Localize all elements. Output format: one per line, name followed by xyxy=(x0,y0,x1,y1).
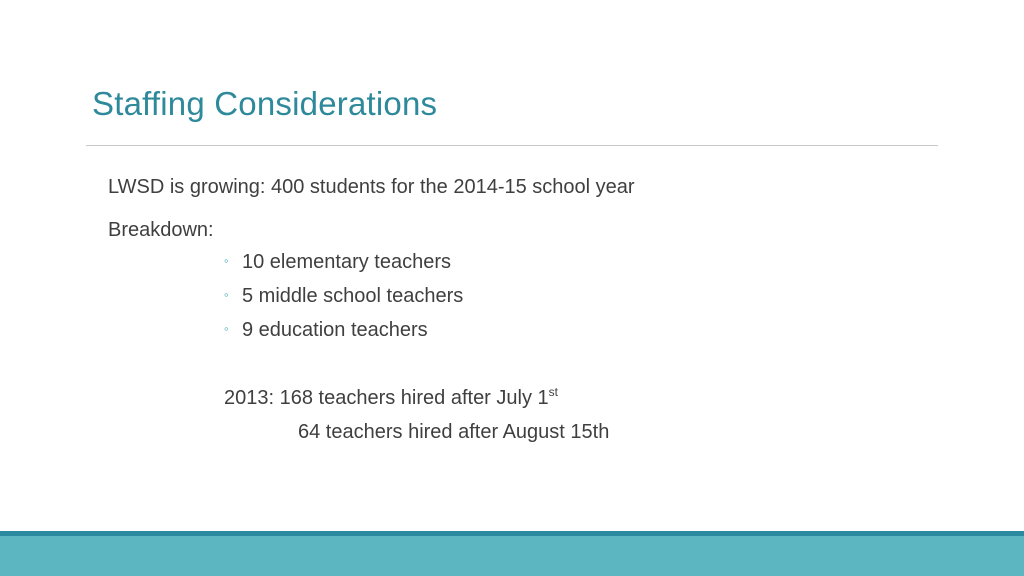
footer-band xyxy=(0,536,1024,576)
bullet-text: 10 elementary teachers xyxy=(242,251,452,273)
hiring-stat-july-text: 2013: 168 teachers hired after July 1 xyxy=(224,387,549,409)
bullet-text: 9 education teachers xyxy=(242,319,428,341)
list-item xyxy=(224,318,428,342)
breakdown-label: Breakdown: xyxy=(108,219,214,241)
hollow-circle-bullet-icon: ◦ xyxy=(224,253,229,268)
ordinal-suffix: st xyxy=(548,385,558,399)
slide-title: Staffing Considerations xyxy=(92,85,438,122)
list-item xyxy=(224,284,463,308)
title-divider xyxy=(86,145,938,146)
hiring-stat-july xyxy=(224,386,558,410)
hollow-circle-bullet-icon: ◦ xyxy=(224,287,229,302)
list-item xyxy=(224,250,451,274)
hiring-stat-august: 64 teachers hired after August 15th xyxy=(298,421,610,443)
bullet-text: 5 middle school teachers xyxy=(242,285,464,307)
growth-statement: LWSD is growing: 400 students for the 2014-15 school year xyxy=(108,176,635,198)
hollow-circle-bullet-icon: ◦ xyxy=(224,321,229,336)
